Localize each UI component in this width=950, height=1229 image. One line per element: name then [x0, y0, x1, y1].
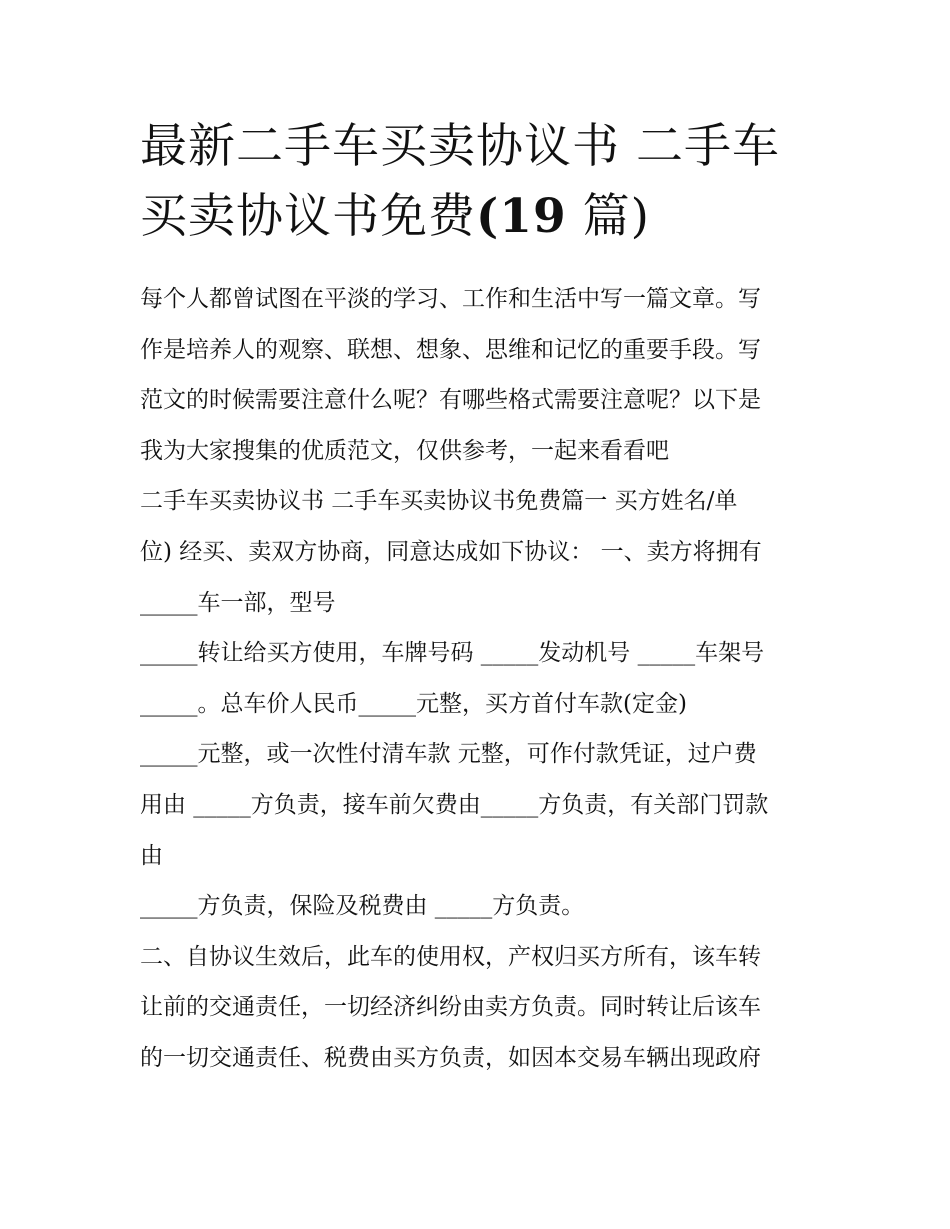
body-line-6: 位) 经买、卖双方协商，同意达成如下协议： 一、卖方将拥有: [140, 538, 762, 565]
title-count-bold: (19: [476, 189, 567, 244]
body-line-1: 每个人都曾试图在平淡的学习、工作和生活中写一篇文章。写: [140, 286, 761, 312]
document-title: [140, 112, 812, 252]
title-line-2-prefix: 买卖协议书免费: [140, 189, 476, 244]
title-line-1: 最新二手车买卖协议书 二手车: [140, 119, 780, 174]
body-line-14: 二、自协议生效后，此车的使用权，产权归买方所有，该车转: [140, 943, 761, 970]
body-line-12: 由: [140, 842, 163, 869]
body-line-10: _____元整，或一次性付清车款 元整，可作付款凭证，过户费: [140, 741, 757, 768]
body-line-4: 我为大家搜集的优质范文，仅供参考，一起来看看吧: [140, 437, 669, 464]
title-line-2: [140, 182, 812, 252]
body-line-11: 用由 _____方负责，接车前欠费由_____方负责，有关部门罚款: [140, 791, 769, 818]
body-line-2: 作是培养人的观察、联想、想象、思维和记忆的重要手段。写: [140, 336, 761, 363]
body-line-9: _____。总车价人民币_____元整，买方首付车款(定金): [140, 690, 687, 717]
body-line-13: _____方负责，保险及税费由 _____方负责。: [140, 893, 585, 920]
document-page: [140, 112, 812, 1084]
body-line-16: 的一切交通责任、税费由买方负责，如因本交易车辆出现政府: [140, 1044, 761, 1071]
body-line-7: _____车一部，型号: [140, 589, 336, 616]
title-line-2-suffix: 篇): [566, 189, 650, 244]
body-line-5: 二手车买卖协议书 二手车买卖协议书免费篇一 买方姓名/单: [140, 488, 738, 515]
body-line-8: _____转让给买方使用，车牌号码 _____发动机号 _____车架号: [140, 640, 765, 667]
body-line-15: 让前的交通责任，一切经济纠纷由卖方负责。同时转让后该车: [140, 994, 761, 1021]
document-body: [140, 274, 812, 1084]
body-line-3: 范文的时候需要注意什么呢？有哪些格式需要注意呢？以下是: [140, 387, 761, 414]
